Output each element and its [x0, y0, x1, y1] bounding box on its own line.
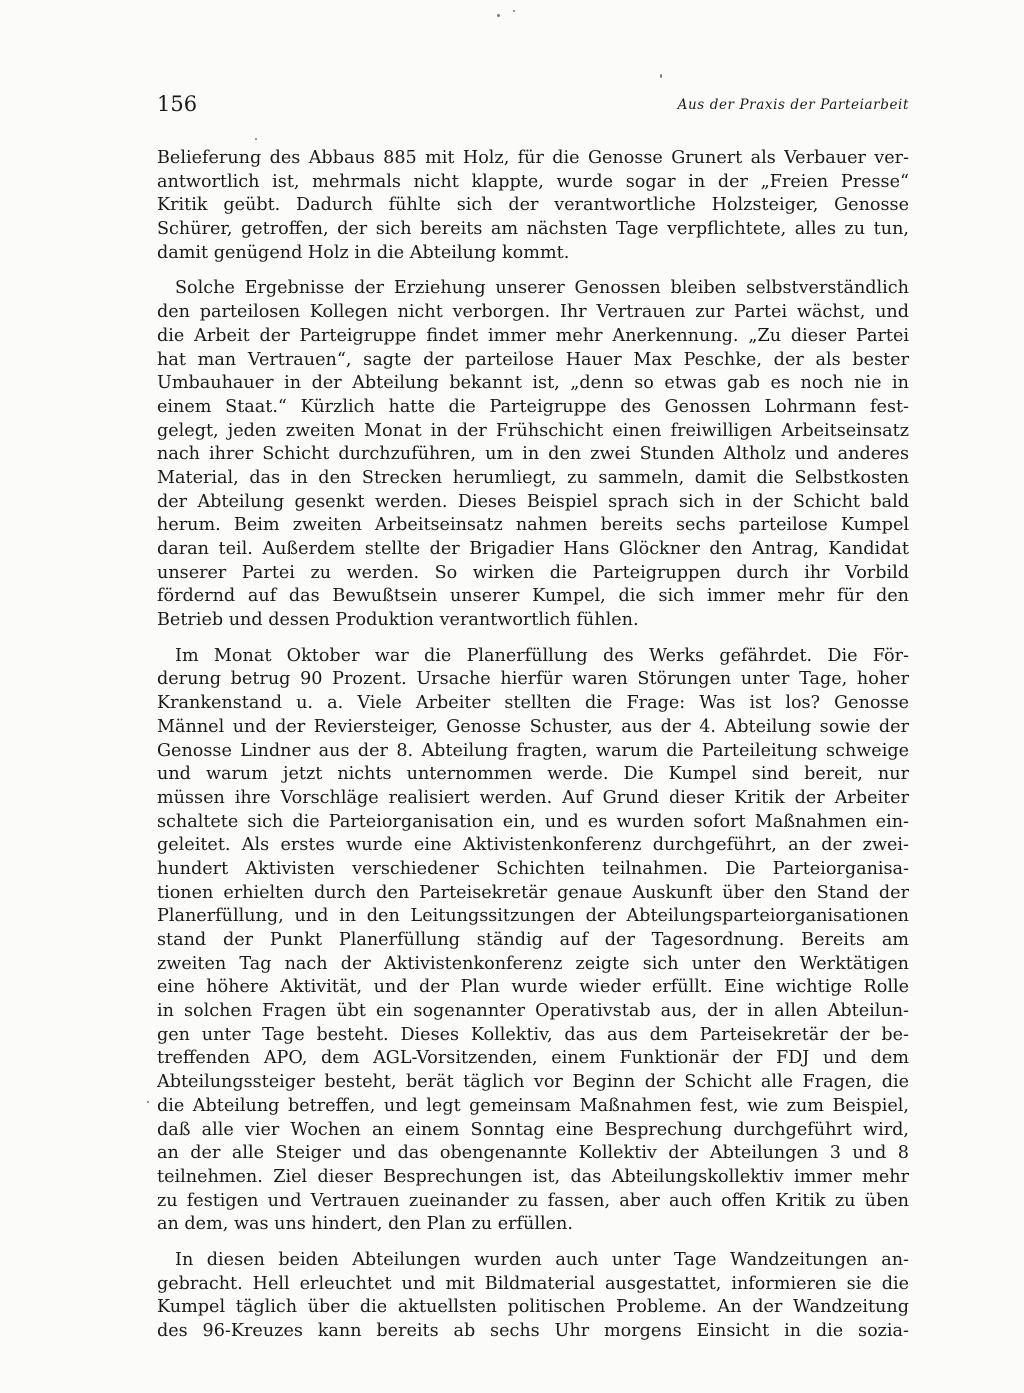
scan-speck: [513, 10, 515, 12]
text-line: Im Monat Oktober war die Planerfüllung des Werks gefährdet. Die För-: [175, 645, 909, 666]
paragraph: [157, 147, 909, 265]
text-line: fördernd auf das Bewußtsein unserer Kumpel, die sich immer mehr für den: [157, 586, 909, 607]
text-line: die Arbeit der Parteigruppe findet immer mehr Anerkennung. „Zu dieser Partei: [157, 325, 909, 346]
text-line: Männel und der Reviersteiger, Genosse Schuster, aus der 4. Abteilung sowie der: [157, 716, 909, 737]
running-title: Aus der Praxis der Parteiarbeit: [677, 97, 909, 113]
text-line: gelegt, jeden zweiten Monat in der Frühschicht einen freiwilligen Arbeitseinsatz: [157, 420, 909, 441]
scan-speck: [660, 74, 662, 78]
text-line: herum. Beim zweiten Arbeitseinsatz nahmen bereits sechs parteilose Kumpel: [157, 515, 909, 536]
paragraph: [157, 1249, 909, 1344]
text-line: die Abteilung betreffen, und legt gemeinsam Maßnahmen fest, wie zum Beispiel,: [157, 1095, 909, 1116]
text-line: stand der Punkt Planerfüllung ständig auf der Tagesordnung. Bereits am: [157, 930, 909, 950]
text-line: hundert Aktivisten verschiedener Schichten teilnahmen. Die Parteiorganisa-: [157, 858, 909, 879]
text-line: In diesen beiden Abteilungen wurden auch unter Tage Wandzeitungen an-: [175, 1249, 909, 1270]
text-line: derung betrug 90 Prozent. Ursache hierfür waren Störungen unter Tage, hoher: [157, 669, 909, 690]
text-line: zu festigen und Vertrauen zueinander zu fassen, aber auch offen Kritik zu üben: [157, 1190, 909, 1211]
text-line: unserer Partei zu werden. So wirken die Parteigruppen durch ihr Vorbild: [157, 562, 909, 583]
text-line: Betrieb und dessen Produktion verantwortlich fühlen.: [157, 610, 639, 631]
text-line: in solchen Fragen übt ein sogenannter Operativstab aus, der in allen Abteilun-: [157, 1001, 909, 1022]
text-line: gebracht. Hell erleuchtet und mit Bildmaterial ausgestattet, informieren sie die: [157, 1273, 909, 1294]
text-line: an dem, was uns hindert, den Plan zu erfüllen.: [157, 1214, 573, 1235]
body-text: [157, 147, 909, 1356]
text-line: schaltete sich die Parteiorganisation ein, und es wurden sofort Maßnahmen ein-: [157, 811, 909, 832]
text-line: eine höhere Aktivität, und der Plan wurde wieder erfüllt. Eine wichtige Rolle: [157, 977, 909, 998]
text-line: Material, das in den Strecken herumliegt, zu sammeln, damit die Selbstkosten: [157, 467, 909, 488]
scan-speck: [497, 14, 500, 17]
text-line: Kritik geübt. Dadurch fühlte sich der verantwortliche Holzsteiger, Genosse: [157, 195, 909, 216]
text-line: nach ihrer Schicht durchzuführen, um in den zwei Stunden Altholz und anderes: [157, 444, 909, 465]
text-line: tionen erhielten durch den Parteisekretär genaue Auskunft über den Stand der: [157, 882, 909, 903]
text-line: teilnehmen. Ziel dieser Besprechungen ist, das Abteilungskollektiv immer mehr: [157, 1166, 909, 1187]
text-line: Abteilungssteiger besteht, berät täglich vor Beginn der Schicht alle Fragen, die: [157, 1072, 909, 1093]
text-line: zweiten Tag nach der Aktivistenkonferenz zeigte sich unter den Werktätigen: [157, 953, 909, 974]
text-line: treffenden APO, dem AGL-Vorsitzenden, einem Funktionär der FDJ und dem: [157, 1048, 909, 1069]
text-line: an der alle Steiger und das obengenannte Kollektiv der Abteilungen 3 und 8: [157, 1143, 909, 1164]
text-line: Umbauhauer in der Abteilung bekannt ist, „denn so etwas gab es noch nie in: [157, 373, 909, 394]
text-line: daß alle vier Wochen an einem Sonntag eine Besprechung durchgeführt wird,: [157, 1119, 909, 1140]
page-number: 156: [157, 92, 198, 116]
text-line: Planerfüllung, und in den Leitungssitzungen der Abteilungsparteiorganisationen: [157, 906, 909, 927]
text-line: und warum jetzt nichts unternommen werde. Die Kumpel sind bereit, nur: [157, 764, 909, 785]
text-line: Schürer, getroffen, der sich bereits am nächsten Tage verpflichtete, alles zu tun,: [157, 219, 909, 240]
paragraph: [157, 645, 909, 1237]
text-line: der Abteilung gesenkt werden. Dieses Beispiel sprach sich in der Schicht bald: [157, 491, 909, 512]
text-line: Genosse Lindner aus der 8. Abteilung fragten, warum die Parteileitung schweige: [157, 740, 909, 761]
scan-speck: [255, 138, 257, 140]
text-line: damit genügend Holz in die Abteilung kommt.: [157, 242, 570, 263]
text-line: müssen ihre Vorschläge realisiert werden. Auf Grund dieser Kritik der Arbeiter: [157, 787, 909, 808]
text-line: Kumpel täglich über die aktuellsten politischen Probleme. An der Wandzeitung: [157, 1297, 909, 1318]
text-line: antwortlich ist, mehrmals nicht klappte, wurde sogar in der „Freien Presse“: [157, 171, 909, 192]
text-line: Krankenstand u. a. Viele Arbeiter stellten die Frage: Was ist los? Genosse: [157, 693, 909, 714]
text-line: gen unter Tage besteht. Dieses Kollektiv, das aus dem Parteisekretär der be-: [157, 1024, 909, 1045]
text-line: einem Staat.“ Kürzlich hatte die Parteigruppe des Genossen Lohrmann fest-: [157, 396, 909, 417]
text-line: Belieferung des Abbaus 885 mit Holz, für die Genosse Grunert als Verbauer ver-: [157, 148, 909, 168]
text-line: hat man Vertrauen“, sagte der parteilose Hauer Max Peschke, der als bester: [157, 349, 909, 370]
text-line: des 96-Kreuzes kann bereits ab sechs Uhr morgens Einsicht in die sozia-: [157, 1321, 909, 1341]
page-header: [157, 92, 909, 120]
text-line: daran teil. Außerdem stellte der Brigadier Hans Glöckner den Antrag, Kandidat: [157, 539, 909, 559]
scan-speck: [147, 1101, 149, 1103]
paragraph: [157, 277, 909, 632]
text-line: geleitet. Als erstes wurde eine Aktivistenkonferenz durchgeführt, an der zwei-: [157, 835, 909, 856]
text-line: Solche Ergebnisse der Erziehung unserer Genossen bleiben selbstverständlich: [175, 278, 909, 299]
text-line: den parteilosen Kollegen nicht verborgen. Ihr Vertrauen zur Partei wächst, und: [157, 302, 909, 323]
